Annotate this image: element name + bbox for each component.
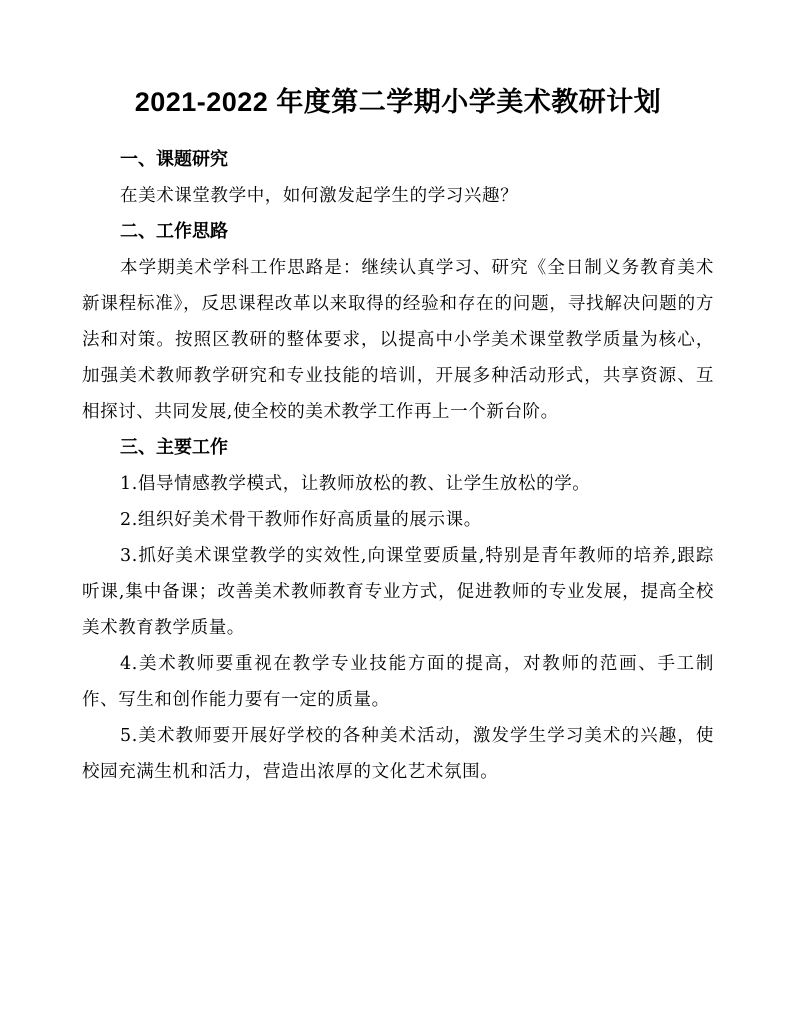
list-item: 5.美术教师要开展好学校的各种美术活动，激发学生学习美术的兴趣，使校园充满生机和活力，营造出浓厚的文化艺术氛围。 bbox=[82, 726, 714, 782]
paragraph: 在美术课堂教学中，如何激发起学生的学习兴趣？ bbox=[120, 186, 519, 206]
section-topic-research bbox=[82, 142, 714, 214]
paragraph: 本学期美术学科工作思路是：继续认真学习、研究《全日制义务教育美术新课程标准》，反思课程改革以来取得的经验和存在的问题，寻找解决问题的方法和对策。按照区教研的整体要求，以提高中小学美术课堂教学质量为核心，加强美术教师教学研究和专业技能的培训，开展多种活动形式，共享资源、互相探讨、共同发展,使全校的美术教学工作再上一个新台阶。 bbox=[82, 258, 714, 422]
section-work-approach bbox=[82, 214, 714, 430]
section-heading: 三、主要工作 bbox=[120, 437, 228, 458]
list-item: 3.抓好美术课堂教学的实效性,向课堂要质量,特别是青年教师的培养,跟踪听课,集中备课；改善美术教师教育专业方式，促进教师的专业发展，提高全校美术教育教学质量。 bbox=[82, 546, 714, 638]
list-item: 4.美术教师要重视在教学专业技能方面的提高，对教师的范画、手工制作、写生和创作能力要有一定的质量。 bbox=[82, 654, 714, 710]
section-heading: 二、工作思路 bbox=[120, 221, 228, 242]
document-title: 2021-2022 年度第二学期小学美术教研计划 bbox=[134, 87, 662, 117]
list-item: 1.倡导情感教学模式，让教师放松的教、让学生放松的学。 bbox=[120, 474, 591, 494]
section-heading: 一、课题研究 bbox=[120, 149, 228, 170]
section-main-work bbox=[82, 430, 714, 790]
list-item: 2.组织好美术骨干教师作好高质量的展示课。 bbox=[120, 510, 482, 530]
